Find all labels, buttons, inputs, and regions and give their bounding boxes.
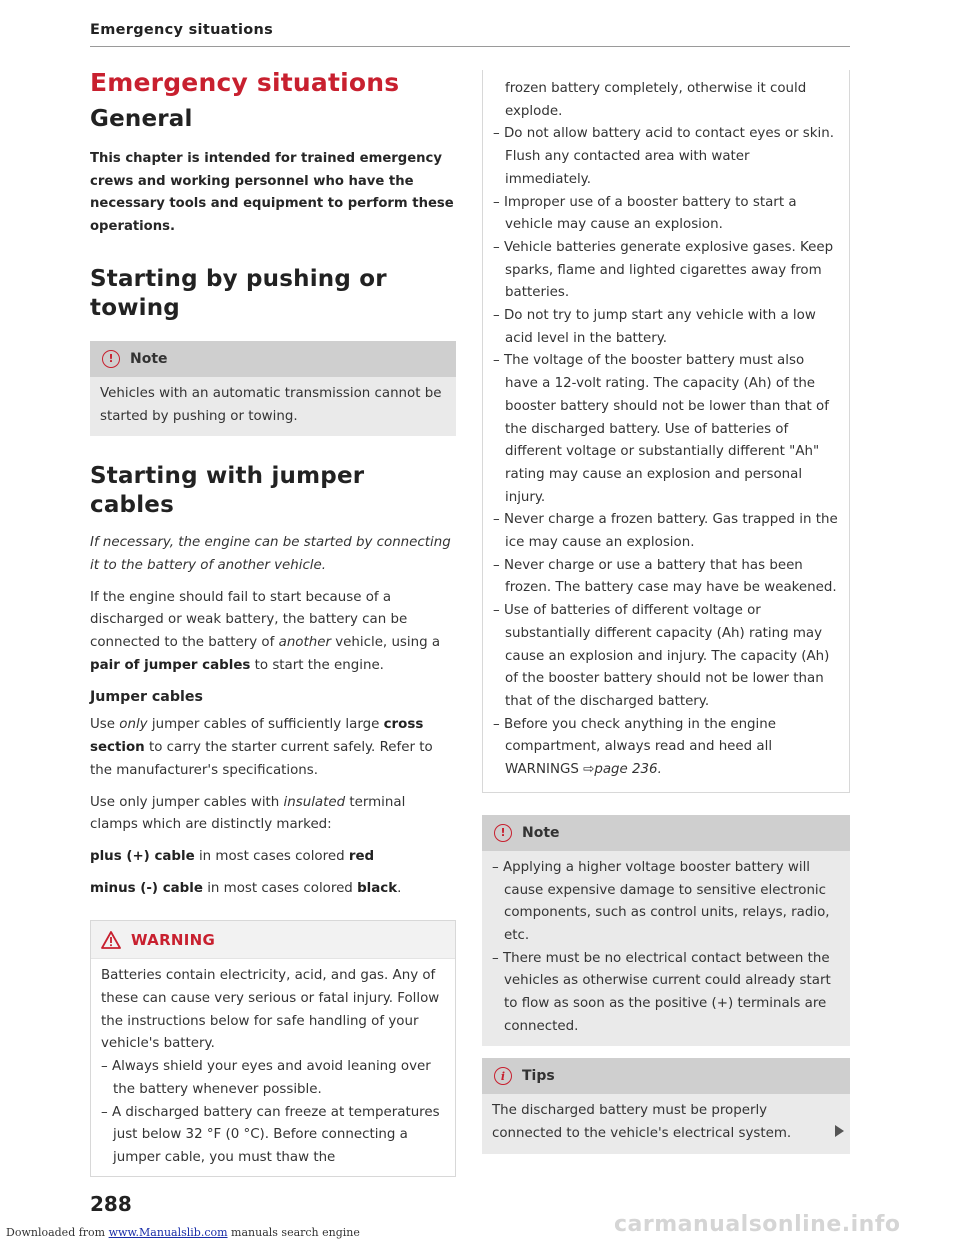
- warning-label: WARNING: [131, 930, 216, 949]
- text: manuals search engine: [227, 1226, 360, 1239]
- paragraph-insulated: [90, 792, 456, 837]
- section-title-pushing: Starting by pushing or towing: [90, 265, 387, 321]
- note-header: [90, 341, 456, 377]
- left-column: [90, 60, 456, 1177]
- text: Use: [90, 717, 120, 733]
- list-item: – Do not try to jump start any vehicle with a low acid level in the battery.: [493, 305, 839, 350]
- text: in most cases colored: [202, 880, 358, 896]
- list-item: – The voltage of the booster battery must also have a 12-volt rating. The capacity (Ah) of the booster battery should not be lower than that of the discharged battery. Use of batteries of different voltage or substantially different "Ah" rating may cause an explosion and personal injury.: [493, 350, 839, 509]
- paragraph-plus-cable: [90, 846, 456, 869]
- text: Use only jumper cables with: [90, 794, 284, 810]
- warning-box: [90, 920, 456, 1176]
- warning-body: [91, 959, 455, 1175]
- text: Before you check anything in the engine compartment, always read and heed all WARNINGS: [503, 716, 776, 778]
- note-box-voltage: [482, 815, 850, 1047]
- intro-paragraph: This chapter is intended for trained emergency crews and working personnel who have the necessary tools and equipment to perform these operations.: [90, 151, 454, 235]
- note-label: Note: [130, 350, 168, 367]
- note-icon: !: [102, 350, 120, 368]
- subheading-jumper-cables: Jumper cables: [90, 689, 203, 706]
- warning-box-continued: [482, 70, 850, 793]
- note-list: [492, 857, 840, 1039]
- emphasis: another: [278, 635, 331, 651]
- tips-box: [482, 1058, 850, 1153]
- watermark: carmanualsonline.info: [614, 1212, 901, 1237]
- continue-arrow-icon: [835, 1125, 844, 1137]
- lead-paragraph: If necessary, the engine can be started by connecting it to the battery of another vehicle.: [90, 535, 451, 573]
- chapter-title: Emergency situations: [90, 68, 400, 97]
- note-box-pushing: [90, 341, 456, 436]
- bold-term: red: [348, 848, 375, 864]
- list-item: – Applying a higher voltage booster battery will cause expensive damage to sensitive electronic components, such as control units, relays, radio, etc.: [492, 857, 840, 948]
- text: to carry the starter current safely. Refer to the manufacturer's specifications.: [90, 740, 433, 778]
- list-item: – Never charge a frozen battery. Gas trapped in the ice may cause an explosion.: [493, 509, 839, 554]
- warning-header: [91, 921, 455, 959]
- section-title-jumper: Starting with jumper cables: [90, 463, 365, 519]
- emphasis: insulated: [283, 794, 346, 810]
- tips-label: Tips: [522, 1068, 555, 1085]
- warning-list: [101, 1056, 445, 1170]
- warning-cont-text: frozen battery completely, otherwise it could explode.: [505, 81, 807, 119]
- note-header: [482, 815, 850, 851]
- list-item: [493, 714, 839, 782]
- text: Downloaded from: [6, 1226, 109, 1239]
- page-number: 288: [90, 1192, 132, 1216]
- running-header: Emergency situations: [90, 22, 274, 38]
- list-item: – Do not allow battery acid to contact eyes or skin. Flush any contacted area with water immediately.: [493, 123, 839, 191]
- bold-term: pair of jumper cables: [90, 657, 251, 673]
- tips-text: The discharged battery must be properly connected to the vehicle's electrical system.: [492, 1103, 792, 1142]
- bold-term: minus (-) cable: [90, 880, 203, 896]
- info-icon: i: [494, 1067, 512, 1085]
- list-item: – Improper use of a booster battery to start a vehicle may cause an explosion.: [493, 192, 839, 237]
- paragraph-minus-cable: [90, 878, 456, 901]
- note-label: Note: [522, 824, 560, 841]
- page-reference-link[interactable]: ⇨page 236.: [583, 762, 662, 778]
- note-text: Vehicles with an automatic transmission cannot be started by pushing or towing.: [100, 385, 442, 424]
- section-title-general: General: [90, 106, 193, 132]
- paragraph-cross-section: [90, 714, 456, 782]
- list-item: – Use of batteries of different voltage or substantially different capacity (Ah) rating may cause an explosion and injury. The capacity (Ah) of the booster battery should not be lower than that of the discharged battery.: [493, 600, 839, 714]
- text: jumper cables of sufficiently large: [147, 717, 384, 733]
- note-body: [482, 851, 850, 1047]
- text: If the engine should fail to start because of a discharged or weak battery, the battery can be connected to the battery of: [90, 589, 408, 651]
- list-item: – There must be no electrical contact between the vehicles as otherwise current could already start to flow as soon as the positive (+) terminals are connected.: [492, 948, 840, 1039]
- bold-term: black: [357, 880, 398, 896]
- list-item: – A discharged battery can freeze at temperatures just below 32 °F (0 °C). Before connecting a jumper cable, you must thaw the: [101, 1102, 445, 1170]
- note-icon: !: [494, 824, 512, 842]
- warning-triangle-icon: [101, 931, 121, 949]
- right-column: [482, 70, 850, 1154]
- text: vehicle, using a: [330, 635, 441, 651]
- header-rule: [90, 46, 850, 47]
- warning-list-continued: [493, 123, 839, 781]
- list-item: – Never charge or use a battery that has been frozen. The battery case may have be weakened.: [493, 555, 839, 600]
- list-item: – Vehicle batteries generate explosive gases. Keep sparks, flame and lighted cigarettes away from batteries.: [493, 237, 839, 305]
- warning-intro: Batteries contain electricity, acid, and gas. Any of these can cause very serious or fatal injury. Follow the instructions below for safe handling of your vehicle's battery.: [101, 968, 440, 1052]
- tips-header: [482, 1058, 850, 1094]
- emphasis: only: [119, 717, 148, 733]
- download-footer: [6, 1226, 360, 1239]
- text: terminal clamps which are distinctly marked:: [90, 794, 406, 833]
- bold-term: cross section: [90, 717, 424, 756]
- text: to start the engine.: [250, 657, 384, 673]
- bold-term: plus (+) cable: [90, 848, 195, 864]
- text: .: [397, 880, 402, 896]
- paragraph-discharged: [90, 587, 456, 678]
- text: in most cases colored: [194, 848, 349, 864]
- list-item: – Always shield your eyes and avoid leaning over the battery whenever possible.: [101, 1056, 445, 1101]
- manualslib-link[interactable]: www.Manualslib.com: [108, 1226, 228, 1239]
